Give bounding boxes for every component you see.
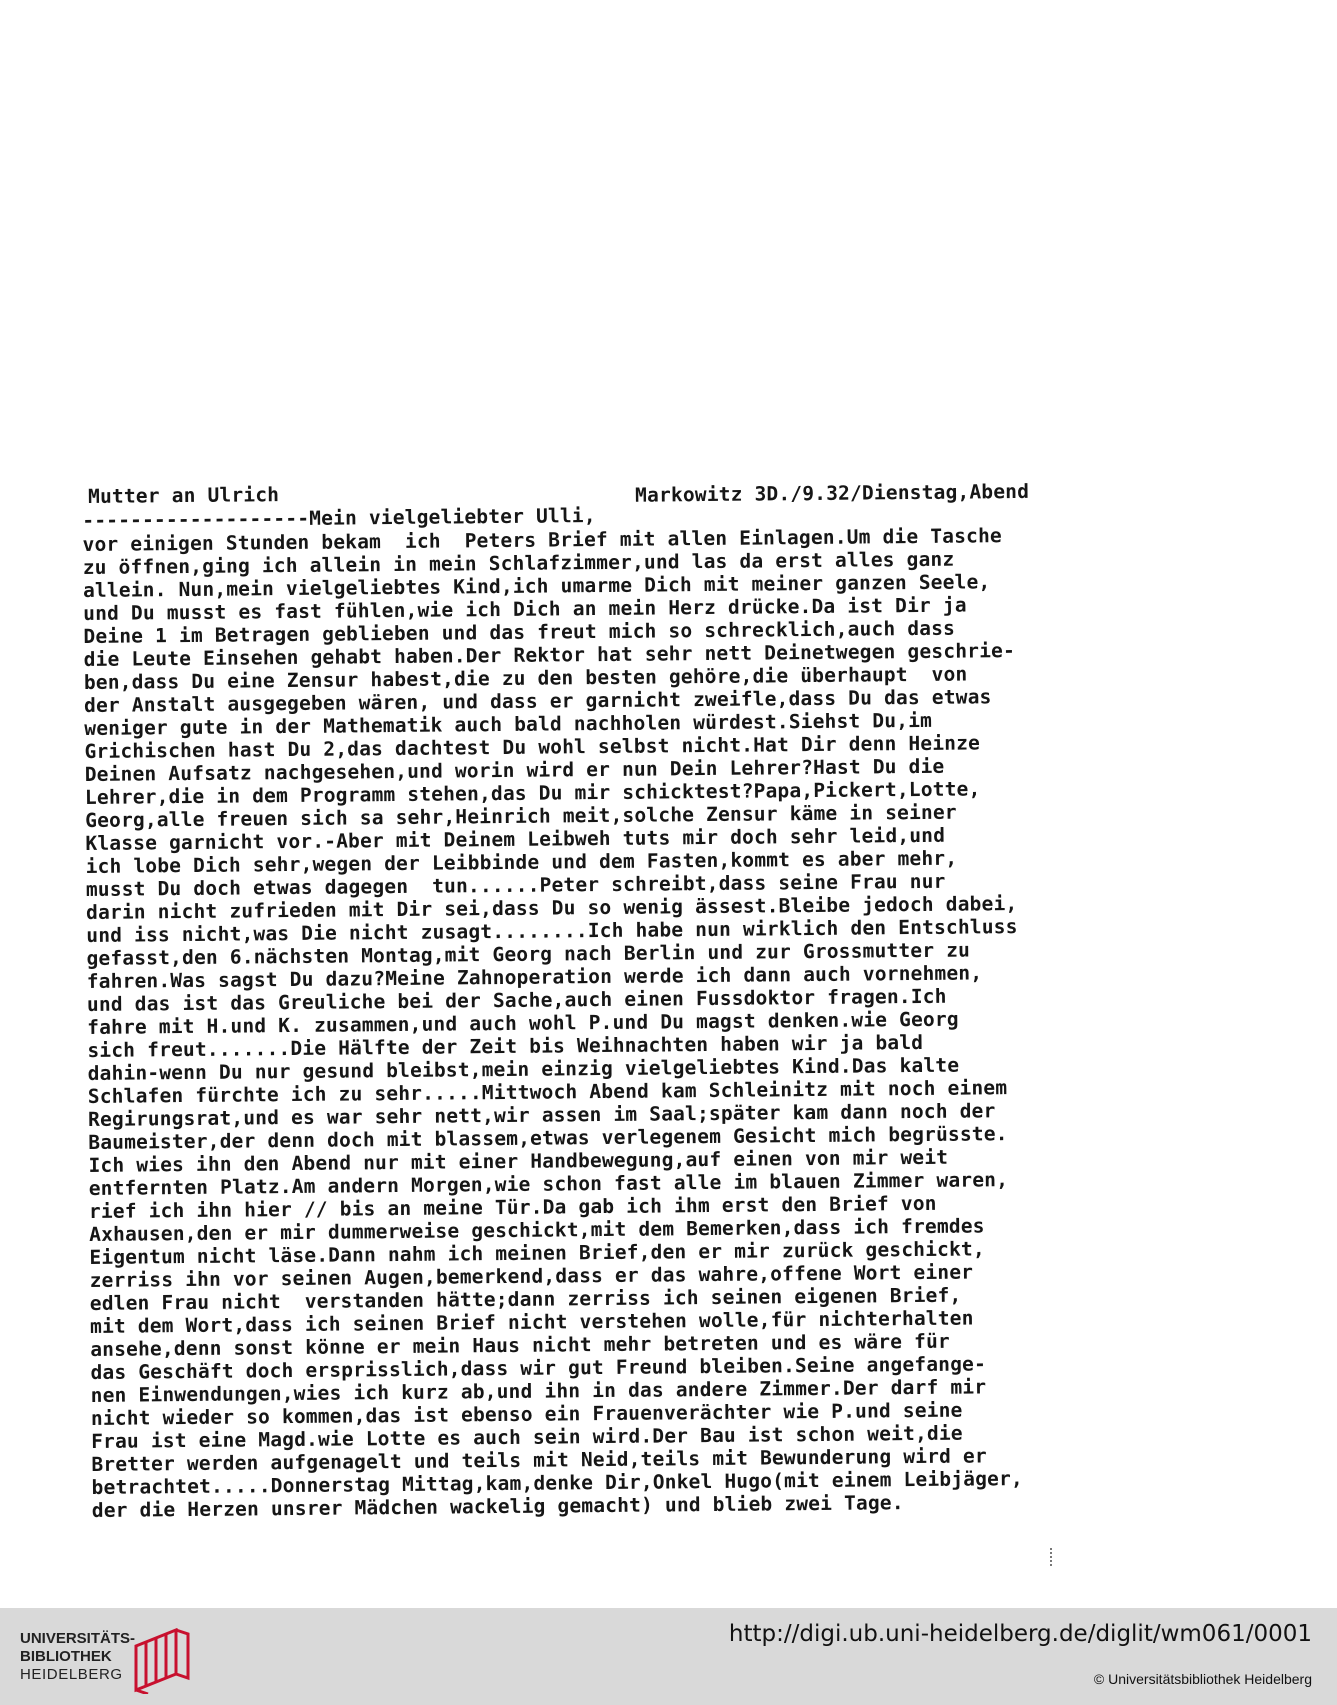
letter-salutation: -------------------Mein vielgeliebter Ulli,: [82, 504, 596, 532]
letter-line: mit dem Wort,dass ich seinen Brief nicht verstehen wolle,für nichterhalten: [89, 1306, 974, 1338]
logo-line-2: BIBLIOTHEK: [20, 1648, 112, 1665]
letter-line: Deine 1 im Betragen geblieben und das freut mich so schrecklich,auch dass: [83, 616, 956, 648]
letter-line: ansehe,denn sonst könne er mein Haus nicht mehr betreten und es wäre für: [90, 1329, 951, 1361]
letter-line: musst Du doch etwas dagegen tun......Peter schreibt,dass seine Frau nur: [85, 869, 946, 901]
letter-line: allein. Nun,mein vielgeliebtes Kind,ich umarme Dich mit meiner ganzen Seele,: [82, 570, 991, 602]
letter-line: zu öffnen,ging ich allein in mein Schlafzimmer,und las da erst alles ganz: [82, 547, 955, 579]
letter-line: der Anstalt ausgegeben wären, und dass er garnicht zweifle,dass Du das etwas: [84, 685, 992, 717]
letter-recipient-line: Mutter an Ulrich: [87, 483, 280, 508]
letter-line: Lehrer,die in dem Programm stehen,das Du mir schicktest?Papa,Pickert,Lotte,: [84, 777, 981, 809]
pencil-mark: [1050, 1548, 1055, 1566]
letter-line: Regirungsrat,und es war sehr nett,wir assen im Saal;später kam dann noch der: [87, 1099, 996, 1131]
letter-line: Georg,alle freuen sich sa sehr,Heinrich meit,solche Zensur käme in seiner: [85, 800, 957, 832]
letter-line: Baumeister,der denn doch mit blassem,etwas verlegenem Gesicht mich begrüsste.: [88, 1122, 1008, 1154]
letter-line: Grichischen hast Du 2,das dachtest Du wohl selbst nicht.Hat Dir denn Heinze: [84, 731, 981, 763]
letter-line: Bretter werden aufgenagelt und teils mit Neid,teils mit Bewunderung wird er: [91, 1444, 987, 1476]
letter-line: und iss nicht,was Die nicht zusagt........Ich habe nun wirklich den Entschluss: [86, 915, 1018, 947]
library-logo[interactable]: [20, 1628, 190, 1693]
letter-line: der die Herzen unsrer Mädchen wackelig gemacht) und blieb zwei Tage.: [91, 1491, 904, 1522]
letter-line: vor einigen Stunden bekam ich Peters Brief mit allen Einlagen.Um die Tasche: [82, 524, 1003, 556]
letter-line: weniger gute in der Mathematik auch bald nachholen würdest.Siehst Du,im: [84, 708, 933, 740]
letter-body: [82, 522, 1231, 1522]
letter-line: zerriss ihn vor seinen Augen,bemerkend,dass er das wahre,offene Wort einer: [89, 1260, 974, 1292]
letter-line: ich lobe Dich sehr,wegen der Leibbinde und dem Fasten,kommt es aber mehr,: [85, 846, 958, 878]
letter-line: und Du musst es fast fühlen,wie ich Dich an mein Herz drücke.Da ist Dir ja: [83, 593, 967, 625]
letter-line: Eigentum nicht läse.Dann nahm ich meinen Brief,den er mir zurück geschickt,: [89, 1237, 985, 1269]
letter-line: ben,dass Du eine Zensur habest,die zu den besten gehöre,die überhaupt von: [83, 662, 968, 694]
letter-line: dahin-wenn Du nur gesund bleibst,mein einzig vielgeliebtes Kind.Das kalte: [87, 1053, 960, 1085]
letter-line: sich freut.......Die Hälfte der Zeit bis Weihnachten haben wir ja bald: [87, 1030, 924, 1062]
letter-line: rief ich ihn hier // bis an meine Tür.Da gab ich ihm erst den Brief von: [88, 1191, 937, 1223]
letter-line: Schlafen fürchte ich zu sehr.....Mittwoch Abend kam Schleinitz mit noch einem: [87, 1076, 1008, 1108]
letter-line: Klasse garnicht vor.-Aber mit Deinem Leibweh tuts mir doch sehr leid,und: [85, 823, 946, 855]
letter-line: nen Einwendungen,wies ich kurz ab,und ihn in das andere Zimmer.Der darf mir: [90, 1375, 987, 1407]
logo-line-1: UNIVERSITÄTS-: [20, 1630, 136, 1647]
logo-line-3: HEIDELBERG: [20, 1666, 123, 1683]
letter-line: die Leute Einsehen gehabt haben.Der Rektor hat sehr nett Deinetwegen geschrie-: [83, 639, 1016, 671]
footer-bar: [0, 1608, 1337, 1705]
letter-line: Axhausen,den er mir dummerweise geschickt,mit dem Bemerken,dass ich fremdes: [89, 1214, 985, 1246]
letter-line: fahren.Was sagst Du dazu?Meine Zahnoperation werde ich dann auch vornehmen,: [86, 961, 983, 993]
letter-line: entfernten Platz.Am andern Morgen,wie schon fast alle im blauen Zimmer waren,: [88, 1168, 1009, 1200]
letter-line: nicht wieder so kommen,das ist ebenso ein Frauenverächter wie P.und seine: [90, 1398, 963, 1430]
letter-line: Deinen Aufsatz nachgesehen,und worin wird er nun Dein Lehrer?Hast Du die: [84, 754, 945, 786]
permalink-url[interactable]: http://digi.ub.uni-heidelberg.de/diglit/wm061/0001: [728, 1621, 1312, 1647]
letter-line: betrachtet.....Donnerstag Mittag,kam,denke Dir,Onkel Hugo(mit einem Leibjäger,: [91, 1467, 1024, 1499]
book-shelf-icon: [132, 1628, 204, 1694]
letter-line: fahre mit H.und K. zusammen,und auch wohl P.und Du magst denken.wie Georg: [87, 1007, 959, 1039]
letter-line: darin nicht zufrieden mit Dir sei,dass Du so wenig ässest.Bleibe jedoch dabei,: [85, 892, 1018, 924]
letter-line: Ich wies ihn den Abend nur mit einer Handbewegung,auf einen von mir weit: [88, 1145, 949, 1177]
logo-text: [20, 1630, 135, 1684]
letter-line: gefasst,den 6.nächsten Montag,mit Georg nach Berlin und zur Grossmutter zu: [86, 938, 971, 970]
copyright-notice: © Universitätsbibliothek Heidelberg: [1093, 1671, 1312, 1687]
letter-line: und das ist das Greuliche bei der Sache,auch einen Fussdoktor fragen.Ich: [86, 984, 947, 1016]
letter-line: edlen Frau nicht verstanden hätte;dann zerriss ich seinen eigenen Brief,: [89, 1283, 962, 1315]
letter: [82, 474, 1232, 1522]
letter-line: Frau ist eine Magd.wie Lotte es auch sein wird.Der Bau ist schon weit,die: [91, 1421, 963, 1453]
letter-place-date: Markowitz 3D./9.32/Dienstag,Abend: [635, 479, 1030, 507]
letter-line: das Geschäft doch ersprisslich,dass wir gut Freund bleiben.Seine angefange-: [90, 1352, 987, 1384]
